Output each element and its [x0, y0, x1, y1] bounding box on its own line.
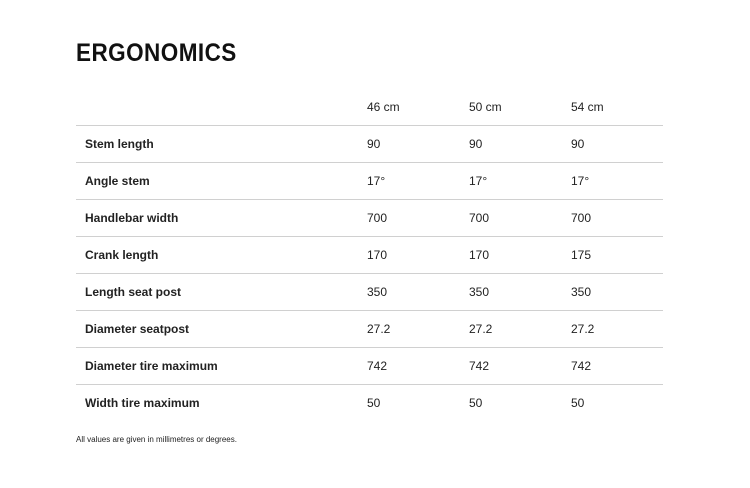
row-label: Angle stem [76, 163, 367, 200]
row-label: Handlebar width [76, 200, 367, 237]
column-header-size: 54 cm [571, 89, 663, 126]
table-cell: 700 [469, 200, 571, 237]
table-cell: 742 [469, 348, 571, 385]
table-row [76, 163, 663, 200]
header-spacer [76, 89, 367, 126]
table-cell: 27.2 [469, 311, 571, 348]
table-cell: 50 [367, 396, 381, 410]
row-label: Length seat post [76, 274, 367, 311]
table-row [76, 348, 663, 385]
table-cell: 700 [367, 200, 469, 237]
row-label: Crank length [76, 237, 367, 274]
table-row [76, 237, 663, 274]
table-header-row [76, 89, 663, 126]
table-cell: 90 [367, 126, 469, 163]
table-cell: 90 [571, 126, 663, 163]
table-cell: 17° [571, 163, 663, 200]
column-header-size: 50 cm [469, 89, 571, 126]
table-row [76, 200, 663, 237]
ergonomics-table [76, 89, 663, 421]
section-title: ERGONOMICS [76, 39, 237, 67]
table-cell: 90 [469, 126, 571, 163]
table-cell: 17° [469, 163, 571, 200]
table-cell: 50 [469, 396, 483, 410]
table-cell: 742 [571, 348, 663, 385]
footnote: All values are given in millimetres or degrees. [76, 435, 237, 444]
table-row [76, 385, 663, 422]
table-row [76, 274, 663, 311]
row-label: Diameter seatpost [76, 311, 367, 348]
row-label: Stem length [76, 126, 367, 163]
table-cell: 350 [469, 274, 571, 311]
table-row [76, 311, 663, 348]
row-label: Diameter tire maximum [76, 348, 367, 385]
table-cell: 350 [571, 274, 663, 311]
table-cell: 170 [469, 237, 571, 274]
table-cell: 27.2 [367, 311, 469, 348]
table-cell: 170 [367, 237, 469, 274]
table-cell: 742 [367, 348, 469, 385]
table-cell: 350 [367, 274, 469, 311]
table-cell: 700 [571, 200, 663, 237]
table-cell: 27.2 [571, 311, 663, 348]
column-header-size: 46 cm [367, 89, 469, 126]
table-cell: 175 [571, 237, 663, 274]
row-label: Width tire maximum [85, 396, 200, 410]
table-row [76, 126, 663, 163]
table-cell: 50 [571, 396, 585, 410]
table-cell: 17° [367, 163, 469, 200]
